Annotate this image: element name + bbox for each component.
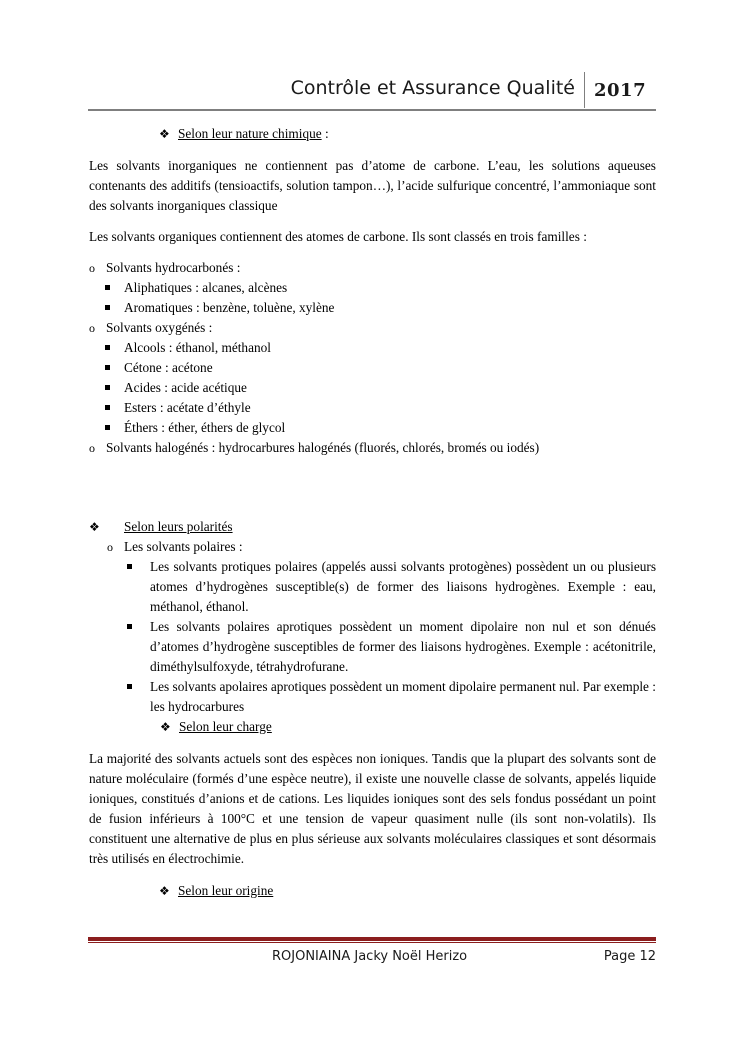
list-item: Les solvants apolaires aprotiques possèdent un moment dipolaire permanent nul. Par exemple : les hydrocarbures xyxy=(89,677,656,717)
section-suffix: : xyxy=(321,126,329,141)
square-bullet-icon xyxy=(105,298,124,318)
family-list xyxy=(89,258,656,458)
square-bullet-icon xyxy=(105,358,124,378)
circle-bullet-icon: o xyxy=(89,261,95,275)
circle-bullet-icon: o xyxy=(89,441,95,455)
square-bullet-icon xyxy=(105,278,124,298)
square-bullet-icon xyxy=(105,418,124,438)
diamond-bullet-icon: ❖ xyxy=(159,127,170,141)
list-item: o Solvants halogénés : hydrocarbures halogénés (fluorés, chlorés, bromés ou iodés) xyxy=(89,438,656,458)
header-year: 2017 xyxy=(594,80,647,101)
list-item: Aromatiques : benzène, toluène, xylène xyxy=(89,298,656,318)
square-bullet-icon xyxy=(127,617,150,677)
diamond-bullet-icon: ❖ xyxy=(89,520,100,534)
page-body xyxy=(89,124,656,901)
header-rule xyxy=(88,109,656,111)
list-item: o Solvants oxygénés : xyxy=(89,318,656,338)
list-item: Éthers : éther, éthers de glycol xyxy=(89,418,656,438)
square-bullet-icon xyxy=(105,378,124,398)
list-item: Acides : acide acétique xyxy=(89,378,656,398)
section-heading-charge xyxy=(89,717,656,737)
diamond-bullet-icon: ❖ xyxy=(160,720,171,734)
list-item: Aliphatiques : alcanes, alcènes xyxy=(89,278,656,298)
header-title: Contrôle et Assurance Qualité xyxy=(290,77,575,99)
list-item: Esters : acétate d’éthyle xyxy=(89,398,656,418)
paragraph-organic: Les solvants organiques contiennent des atomes de carbone. Ils sont classés en trois familles : xyxy=(89,229,587,244)
square-bullet-icon xyxy=(105,398,124,418)
square-bullet-icon xyxy=(127,557,150,617)
section-title: Selon leur charge xyxy=(179,719,272,734)
section-title: Selon leurs polarités xyxy=(124,519,233,534)
list-item: Les solvants protiques polaires (appelés aussi solvants protogènes) possèdent un ou plusieurs atomes d’hydrogènes susceptible(s) de former des liaisons hydrogènes. Exemple : eau, méthanol, éthanol. xyxy=(89,557,656,617)
list-item: o Solvants hydrocarbonés : xyxy=(89,258,656,278)
square-bullet-icon xyxy=(105,338,124,358)
section-title: Selon leur nature chimique xyxy=(178,126,322,141)
list-item: Alcools : éthanol, méthanol xyxy=(89,338,656,358)
section-title: Selon leur origine xyxy=(178,883,274,898)
list-item: Les solvants polaires aprotiques possèdent un moment dipolaire non nul et son dénués d’atomes d’hydrogène susceptibles de former des liaisons hydrogènes. Exemple : acétonitrile, diméthylsulfoxyde, tétrahydrofurane. xyxy=(89,617,656,677)
paragraph-inorganic: Les solvants inorganiques ne contiennent pas d’atome de carbone. L’eau, les solutions aqueuses contenants des additifs (tensioactifs, solution tampon…), l’acide sulfurique concentré, l’ammoniaque sont des solvants inorganiques classique xyxy=(89,158,656,213)
header-separator xyxy=(584,72,585,108)
list-item: o Les solvants polaires : xyxy=(89,537,656,557)
footer-rule-thin xyxy=(88,942,656,943)
footer-author: ROJONIAINA Jacky Noël Herizo xyxy=(272,949,468,964)
section-heading-chemical xyxy=(89,124,656,144)
list-item: Cétone : acétone xyxy=(89,358,656,378)
paragraph-charge: La majorité des solvants actuels sont des espèces non ioniques. Tandis que la plupart des solvants sont de nature moléculaire (formés d’une espèce neutre), il existe une nouvelle classe de solvants, appelés liquide ioniques, constitués d’anions et de cations. Les liquides ioniques sont des sels fondus possédant un point de fusion inférieurs à 100°C et une tension de vapeur quasiment nulle (ils sont non-volatils). Ils constituent une alternative de plus en plus sérieuse aux solvants moléculaires classiques et sont désormais très utilisés en électrochimie. xyxy=(89,751,656,866)
square-bullet-icon xyxy=(127,677,150,717)
circle-bullet-icon: o xyxy=(89,321,95,335)
circle-bullet-icon: o xyxy=(107,540,113,554)
section-heading-polarity xyxy=(89,517,656,537)
section-heading-origin xyxy=(89,881,656,901)
footer-page-number: Page 12 xyxy=(603,949,656,964)
footer-rule xyxy=(88,937,656,941)
diamond-bullet-icon: ❖ xyxy=(159,884,170,898)
